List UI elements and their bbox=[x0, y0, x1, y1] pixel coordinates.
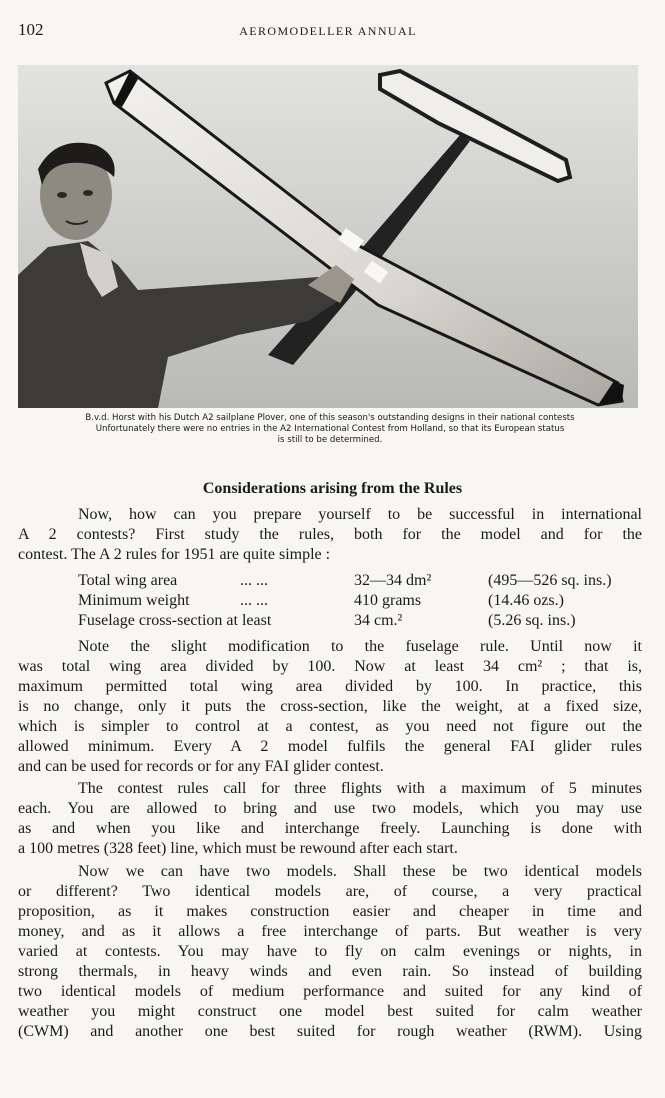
caption-line: Unfortunately there were no entries in the A2 International Contest from Holland, so that its European status bbox=[95, 424, 565, 434]
spec-label: Total wing area bbox=[78, 572, 178, 589]
body-line: which is simpler to control at a contest, as you need not figure out the bbox=[18, 718, 642, 735]
spec-leader: ... ... bbox=[240, 592, 268, 609]
section-heading: Considerations arising from the Rules bbox=[202, 480, 463, 497]
body-line: Now we can have two models. Shall these be two identical models bbox=[78, 863, 642, 880]
body-line: money, and as it allows a free interchange of parts. But weather is very bbox=[18, 923, 642, 940]
body-line: or different? Two identical models are, of course, a very practical bbox=[18, 883, 642, 900]
body-line: and can be used for records or for any FAI glider contest. bbox=[18, 758, 384, 775]
body-line: allowed minimum. Every A 2 model fulfils the general FAI glider rules bbox=[18, 738, 642, 755]
body-line: weather you might construct one model best suited for calm weather bbox=[18, 1003, 642, 1020]
spec-label: Minimum weight bbox=[78, 592, 190, 609]
body-line: The contest rules call for three flights with a maximum of 5 minutes bbox=[78, 780, 642, 797]
body-line: varied at contests. You may have to fly on calm evenings or nights, in bbox=[18, 943, 642, 960]
spec-imperial: (5.26 sq. ins.) bbox=[488, 612, 576, 629]
spec-metric: 410 grams bbox=[354, 592, 422, 609]
glider-photo bbox=[18, 65, 638, 408]
body-line: strong thermals, in heavy winds and even rain. So instead of building bbox=[18, 963, 642, 980]
body-line: Now, how can you prepare yourself to be successful in international bbox=[78, 506, 642, 523]
body-line: was total wing area divided by 100. Now at least 34 cm² ; that is, bbox=[18, 658, 642, 675]
body-line: as and when you like and interchange freely. Launching is done with bbox=[18, 820, 642, 837]
body-line: A 2 contests? First study the rules, both for the model and for the bbox=[18, 526, 642, 543]
spec-imperial: (14.46 ozs.) bbox=[488, 592, 564, 609]
body-line: (CWM) and another one best suited for rough weather (RWM). Using bbox=[18, 1023, 642, 1040]
caption-line: is still to be determined. bbox=[277, 435, 383, 445]
body-line: Note the slight modification to the fuselage rule. Until now it bbox=[78, 638, 642, 655]
body-line: each. You are allowed to bring and use two models, which you may use bbox=[18, 800, 642, 817]
spec-leader: ... ... bbox=[240, 572, 268, 589]
spec-metric: 34 cm.² bbox=[354, 612, 403, 629]
page-number: 102 bbox=[18, 20, 44, 39]
figure-caption bbox=[18, 413, 642, 446]
body-line: two identical models of medium performance and suited for any kind of bbox=[18, 983, 642, 1000]
spec-label: Fuselage cross-section at least bbox=[78, 612, 272, 629]
body-line: a 100 metres (328 feet) line, which must be rewound after each start. bbox=[18, 840, 458, 857]
body-line: proposition, as it makes construction easier and cheaper in time and bbox=[18, 903, 642, 920]
running-title: AEROMODELLER ANNUAL bbox=[239, 24, 417, 38]
spec-metric: 32—34 dm² bbox=[354, 572, 432, 589]
page-header bbox=[18, 20, 638, 42]
spec-imperial: (495—526 sq. ins.) bbox=[488, 572, 612, 589]
body-line: is no change, only it puts the cross-section, like the weight, at a fixed size, bbox=[18, 698, 642, 715]
body-line: maximum permitted total wing area divided by 100. In practice, this bbox=[18, 678, 642, 695]
body-line: contest. The A 2 rules for 1951 are quite simple : bbox=[18, 546, 331, 563]
caption-line: B.v.d. Horst with his Dutch A2 sailplane Plover, one of this season's outstanding designs in their national contests bbox=[85, 413, 575, 423]
